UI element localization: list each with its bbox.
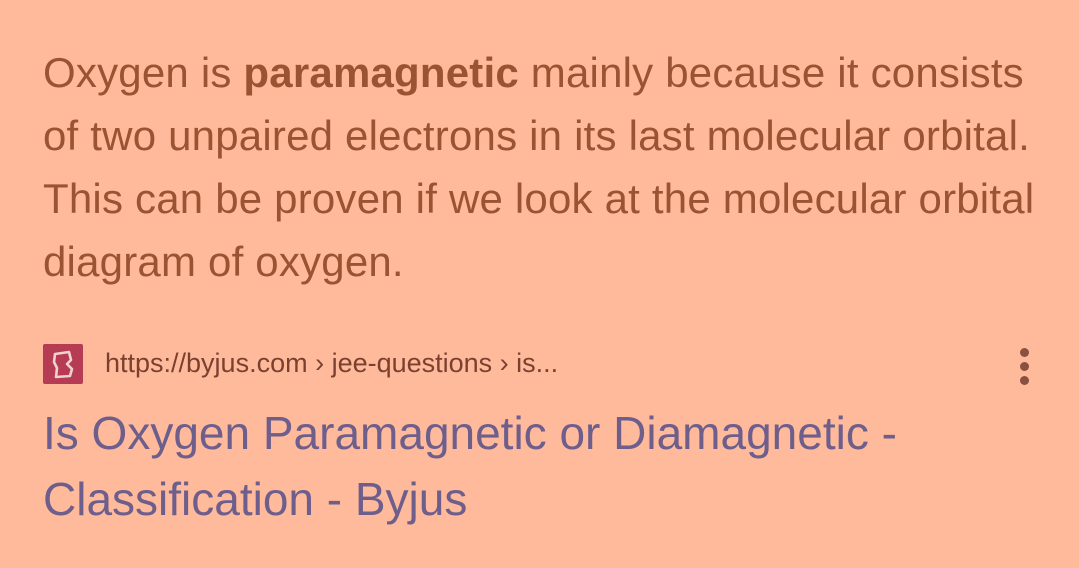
menu-dot bbox=[1020, 348, 1029, 357]
menu-dot bbox=[1020, 376, 1029, 385]
result-url[interactable]: https://byjus.com › jee-questions › is... bbox=[105, 348, 559, 378]
menu-dot bbox=[1020, 362, 1029, 371]
featured-snippet bbox=[43, 41, 1043, 293]
byjus-favicon-icon bbox=[43, 344, 83, 384]
snippet-text-after: mainly because it consists of two unpaired electrons in its last molecular orbital. This can be proven if we look at the molecular orbital diagram of oxygen. bbox=[43, 49, 1035, 285]
snippet-bold-term: paramagnetic bbox=[243, 49, 519, 96]
more-vert-icon[interactable] bbox=[1009, 342, 1039, 390]
result-title-link[interactable]: Is Oxygen Paramagnetic or Diamagnetic - Classification - Byjus bbox=[43, 407, 897, 525]
favicon-background bbox=[43, 344, 83, 384]
result-source[interactable] bbox=[43, 342, 1043, 384]
snippet-text-before: Oxygen is bbox=[43, 49, 244, 96]
